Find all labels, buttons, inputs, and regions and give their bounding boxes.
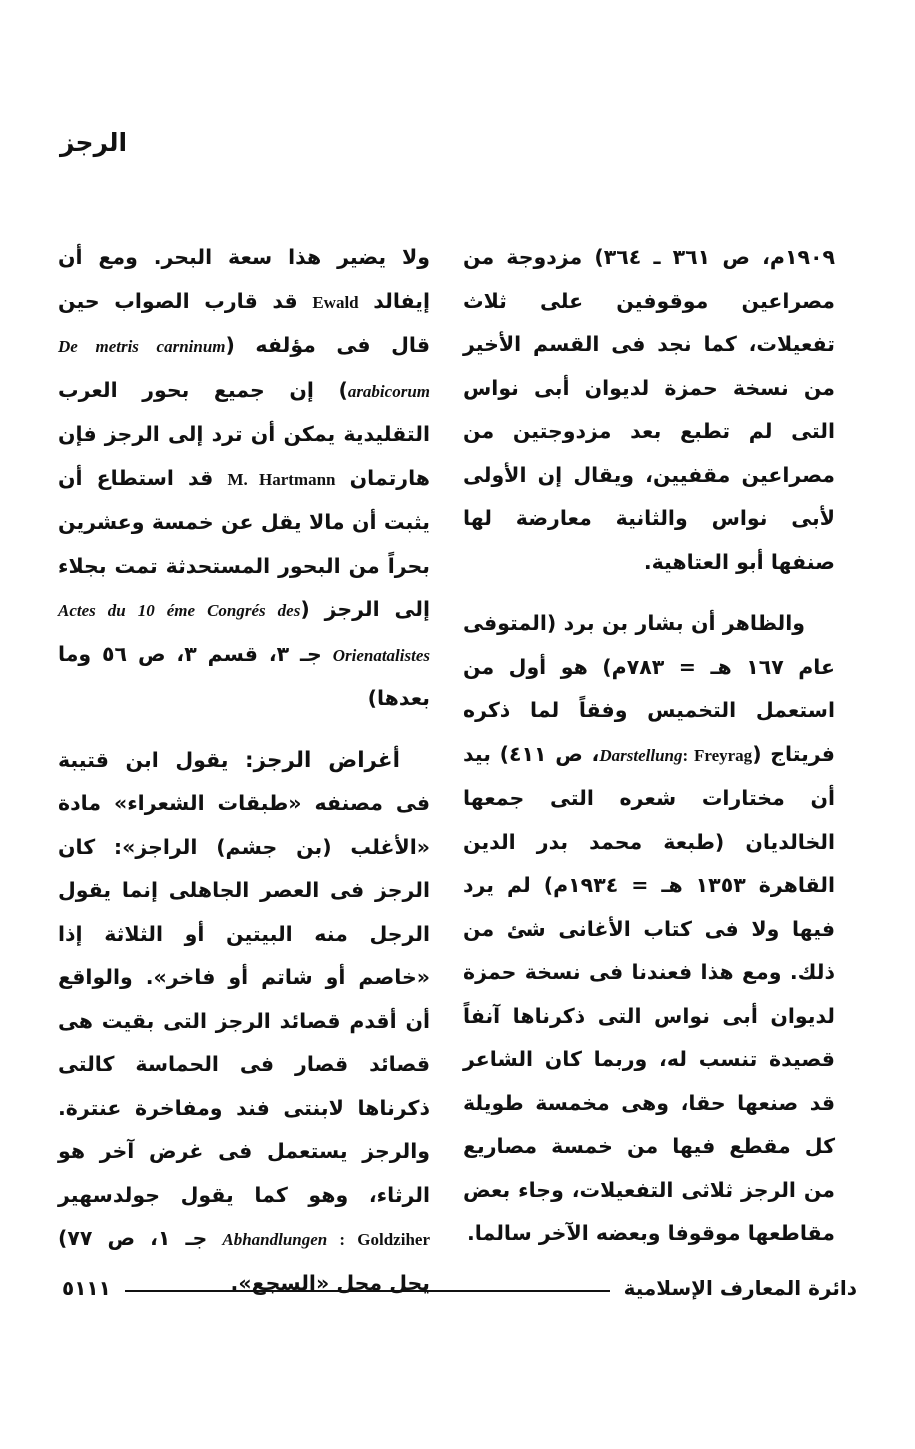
latin-text: : Freyrag [682, 745, 753, 765]
latin-citation [599, 742, 752, 766]
text-run: ، ص ٤١١) بيد أن مختارات شعره التى جمعها الخالديان (طبعة محمد بدر الدين القاهرة ١٣٥٣ هـ = ١٩٣٤م) لم يرد فيها ولا فى كتاب الأغانى شئ من ذلك. ومع هذا فعندنا فى نسخة حمزة لديوان أبى نواس التى ذكرناها آنفاً قصيدة تنسب له، وربما كان الشاعر قد صنعها حقا، وهى مخمسة طويلة كل مقطع فيها من خمسة مصاريع من الرجز ثلاثى التفعيلات، وجاء بعض مقاطعها موقوفا وبعضه الآخر سالما. [463, 741, 835, 1245]
text-run: ) إن جميع بحور العرب التقليدية يمكن أن ترد إلى الرجز فإن هارتمان [58, 377, 430, 490]
text-run: جـ ٣، قسم ٣، ص ٥٦ وما بعدها) [58, 641, 430, 710]
latin-italic-text: Abhandlungen [222, 1230, 328, 1249]
right-column [463, 236, 835, 1256]
latin-italic-text: Darstellung [599, 745, 683, 765]
paragraph [58, 236, 430, 721]
paragraph [58, 739, 430, 1306]
footer-title: دائرة المعارف الإسلامية [623, 1276, 857, 1300]
text-run: والظاهر أن بشار بن برد (المتوفى عام ١٦٧ هـ = ٧٨٣م) هو أول من استعمل التخميس وفقاً لما ذكره فريتاج ( [463, 611, 835, 766]
page-footer [62, 1273, 857, 1303]
text-run: جـ ١، ص ٧٧) يحل محل «السجع». [58, 1226, 430, 1295]
latin-italic-text: Actes du 10 éme Congrés des Orienatalistes [58, 601, 431, 665]
latin-text: Ewald [312, 292, 359, 312]
latin-text: : Goldziher [327, 1230, 430, 1249]
paragraph [463, 602, 835, 1256]
text-run: قد استطاع أن يثبت أن مالا يقل عن خمسة وعشرين بحراً من البحور المستحدثة تمت بجلاء إلى الرجز ( [58, 465, 430, 621]
latin-text: M. Hartmann [227, 469, 336, 489]
footer-rule [125, 1290, 610, 1292]
text-run: ولا يضير هذا سعة البحر. ومع أن إيفالد [58, 245, 430, 313]
running-head-title: الرجز [60, 128, 128, 157]
latin-italic-text: De metris carninum arabicorum [58, 337, 430, 401]
section-heading: أغراض الرجز: [245, 747, 400, 773]
text-run: يقول ابن قتيبة فى مصنفه «طبقات الشعراء» مادة «الأغلب (بن جشم) الراجز»: كان الرجز فى العصر الجاهلى إنما يقول الرجل منه البيتين أو الثلاثة إذا «خاصم أو شاتم أو فاخر». والواقع أن أقدم قصائد الرجز التى بقيت هى قصائد قصار فى الحماسة كالتى ذكرناها لابنتى فند ومفاخرة عنترة. والرجز يستعمل فى غرض آخر هو الرثاء، وهو كما يقول جولدسهير [58, 747, 430, 1207]
latin-citation [222, 1226, 430, 1250]
left-column [58, 236, 430, 1305]
paragraph: ١٩٠٩م، ص ٣٦١ ـ ٣٦٤) مزدوجة من مصراعين موقوفين على ثلاث تفعيلات، كما نجد فى القسم الأخير من نسخة حمزة لديوان أبى نواس التى لم تطبع بعد مزدوجتين من مصراعين مقفيين، ويقال إن الأولى لأبى نواس والثانية معارضة لها صنفها أبو العتاهية. [463, 245, 835, 574]
page-number: ٥١١١ [62, 1276, 111, 1300]
text-run: قد قارب الصواب حين قال فى مؤلفه ( [58, 288, 430, 357]
